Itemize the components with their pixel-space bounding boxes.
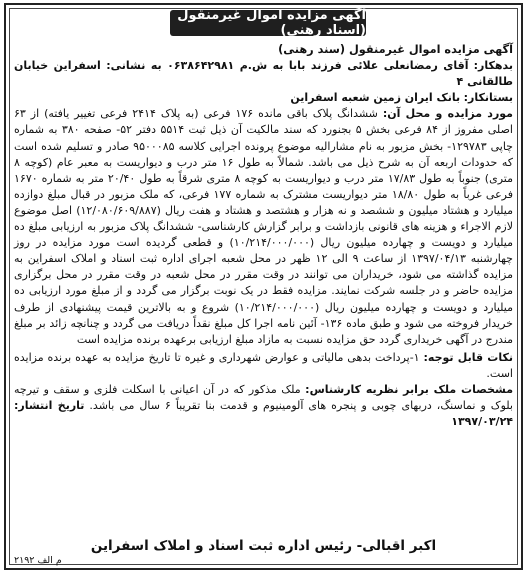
features-text: ملک مذکور که در آن اعیانی با اسکلت فلزی و سقف و تیرچه بلوک و نماسنگ، دربهای چوبی و پنجره های آلومینیوم و قدمت بنا تقریباً ۶ سال می باشد. <box>14 382 513 413</box>
debtor-text: آقای رمضانعلی علائی فرزند بابا به ش.م ۰۶۳۸۶۴۲۹۸۱ به نشانی: اسفراین خیابان طالقانی ۴ <box>14 59 513 89</box>
creditor-line <box>14 90 513 106</box>
notice-body <box>14 42 513 430</box>
features-paragraph <box>14 382 513 430</box>
notice-heading: آگهی مزایده اموال غیرمنقول (سند رهنی) <box>278 43 513 56</box>
subject-label: مورد مزایده و محل آن: <box>382 107 513 121</box>
signature-line: اکبر اقبالی- رئیس اداره ثبت اسناد و املاک اسفراین <box>90 538 437 554</box>
notice-title-banner <box>170 10 366 36</box>
notice-title: آگهی مزایده اموال غیرمنقول (اسناد رهنی) <box>177 8 366 38</box>
subject-text: ششدانگ پلاک باقی مانده ۱۷۶ فرعی (به پلاک ۲۴۱۴ فرعی تغییر یافته) از ۶۳ اصلی مفروز از ۸۴ فرعی بخش ۵ بجنورد که سند مالکیت آن ذیل ثبت ۵۵۱۴ دفتر ۵۲- صفحه ۳۸۰ به شماره چاپی ۱۲۹۷۸۳- بخش مزبور به نام مشارالیه موضوع پرونده اجرایی کلاسه ۹۵۰۰۰۸۵ صادر و تسلیم شده است که حدودات اربعه آن به شرح ذیل می باشد. شمالاً به طول ۱۶ متر درب و دیواریست به معبر عام (کوچه ۸ متری) جنوباً به طول ۱۷/۸۳ متر درب و دیواریست به کوچه ۸ متری شرقاً به طول ۲۰/۴۰ متر به شماره ۱۶۷۰ فرعی غرباً به طول ۱۸/۸۰ متر دیواریست مشترک به شماره ۱۷۷ فرعی، که ملک مزبور در قبال مبلغ دوازده میلیارد و هشتاد میلیون و ششصد و نه هزار و هشتصد و هشتاد و هفت ریال (۱۲/۰۸۰/۶۰۹/۸۸۷) اصل موضوع لازم الاجراء و هزینه های قانونی بازداشت و برابر گزارش کارشناسی- ششدانگ پلاک مزبور به ارزیابی مبلغ ده میلیارد و دویست و چهارده میلیون ریال (۱۰/۲۱۴/۰۰۰/۰۰۰) و قطعی گردیده است مورد مزایده در روز چهارشنبه ۱۳۹۷/۰۴/۱۳ از ساعت ۹ الی ۱۲ ظهر در محل شعبه اجرای اداره ثبت اسناد و املاک اسفراین به مزایده گذاشته می شود، خریداران می توانند در وقت مقرر در محل شعبه در وقت مقرر در محل برگزاری مزایده حاضر و در جلسه شرکت نمایند. مزایده فقط در یک نوبت برگزار می گردد و از مبلغ مورد ارزیابی ده میلیارد و دویست و چهارده میلیون ریال (۱۰/۲۱۴/۰۰۰/۰۰۰) شروع و به بالاترین قیمت پیشنهادی از طرف خریدار فروخته می شود و طبق ماده ۱۳۶- آئین نامه اجرا کل مبلغ نقداً دریافت می گردد و چنانچه زائد بر مبلغ مندرج در آگهی خریداری گردد حق مزایده نسبت به مازاد مبلغ ارزیابی برعهده برنده مزایده است <box>14 107 514 346</box>
publish-label: تاریخ انتشار: <box>14 399 85 413</box>
notes-text: ۱-پرداخت بدهی مالیاتی و عوارض شهرداری و غیره تا تاریخ مزایده به عهده برنده مزایده است. <box>14 350 513 380</box>
debtor-line <box>14 58 513 90</box>
subject-paragraph <box>14 106 513 347</box>
reference-number: م الف ۲۱۹۲ <box>14 555 62 566</box>
debtor-label: بدهکار: <box>473 59 514 73</box>
features-label: مشخصات ملک برابر نظریه کارشناس: <box>305 382 513 396</box>
notes-line <box>14 350 513 382</box>
notes-label: نکات قابل توجه: <box>423 350 513 364</box>
creditor-label: بستانکار: <box>463 91 513 105</box>
creditor-text: بانک ایران زمین شعبه اسفراین <box>290 91 461 105</box>
notice-frame <box>4 3 523 570</box>
publish-date: ۱۳۹۷/۰۳/۲۴ <box>451 415 513 429</box>
